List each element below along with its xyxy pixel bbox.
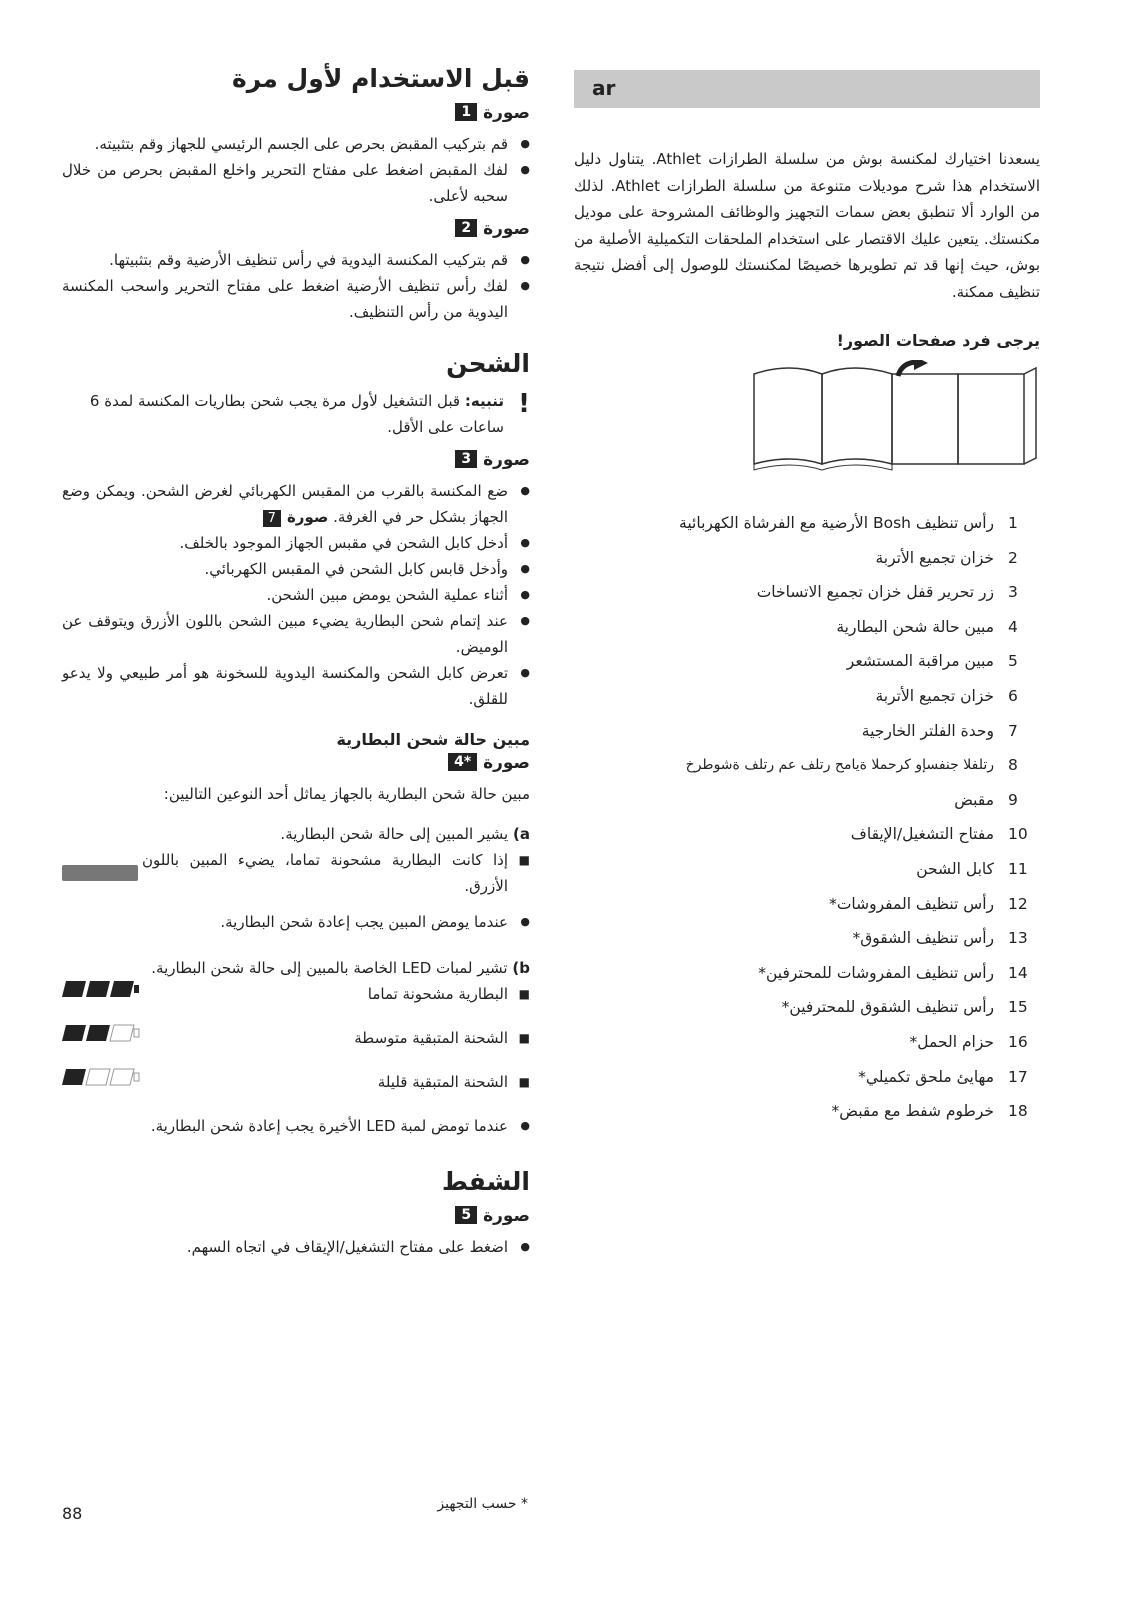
warning-label: تنبيه: (464, 392, 504, 410)
figure-word: صورة (483, 219, 530, 239)
language-header-bar (574, 70, 1040, 108)
item-text: يشير المبين إلى حالة شحن البطارية. (280, 825, 509, 843)
list-item (574, 817, 1040, 852)
figure-ref-5 (62, 1206, 530, 1226)
part-label: حزام الحمل* (909, 1032, 994, 1051)
battery-type-b (62, 955, 530, 981)
part-number: 18 (1008, 1102, 1028, 1121)
part-number: 12 (1008, 894, 1028, 913)
figure-number: 5 (455, 1206, 477, 1224)
list-item-text: الشحنة المتبقية قليلة (377, 1073, 508, 1091)
part-number: 4 (1008, 617, 1018, 636)
battery-three-segments-icon (62, 979, 142, 999)
figure-number: 1 (455, 103, 477, 121)
list-item (574, 783, 1040, 818)
part-label: كابل الشحن (916, 859, 994, 878)
intro-paragraph: يسعدنا اختيارك لمكنسة بوش من سلسلة الطرازات Athlet. يتناول دليل الاستخدام هذا شرح موديلات متنوعة من سلسلة الطرازات Athlet. لذلك من الوارد ألا تنطبق بعض سمات التجهيز والوظائف المشروحة على موديل مكنستك. يتعين عليك الاقتصار على استخدام الملحقات التكميلية الأصلية من بوش، حيث إنها قد تم تطويرها خصيصًا لمكنستك للوصول إلى أفضل نتيجة تنظيف ممكنة. (574, 150, 1040, 301)
part-label: مبين حالة شحن البطارية (836, 617, 994, 636)
part-label: رأس تنظيف Bosh الأرضية مع الفرشاة الكهربائية (679, 514, 994, 532)
list-item-text: البطارية مشحونة تماما (367, 985, 508, 1003)
list-item: ● قم بتركيب المقبض بحرص على الجسم الرئيسي للجهاز وقم بتثبيته. (62, 131, 530, 157)
part-label: مقبض (954, 790, 994, 809)
list-item (574, 1094, 1040, 1129)
list-item (574, 1025, 1040, 1060)
part-label: رأس تنظيف المفروشات للمحترفين* (758, 963, 994, 982)
list-item (574, 679, 1040, 714)
list-item (62, 847, 530, 899)
language-code: ar (592, 76, 616, 100)
list-item: ● لفك المقبض اضغط على مفتاح التحرير واخلع المقبض بحرص من خلال سحبه لأعلى. (62, 157, 530, 209)
battery-b-list (62, 981, 530, 1139)
battery-intro: مبين حالة شحن البطارية بالجهاز يماثل أحد النوعين التاليين: (163, 785, 530, 803)
battery-one-segment-icon (62, 1067, 142, 1087)
figure-number: 3 (455, 450, 477, 468)
charging-list (62, 478, 530, 712)
figure-word: صورة (483, 1206, 530, 1226)
part-label: مهايئ ملحق تكميلي* (858, 1067, 994, 1086)
part-label: مبين مراقبة المستشعر (846, 652, 994, 671)
left-column (62, 64, 530, 1260)
footnote: * حسب التجهيز (437, 1496, 528, 1512)
part-label: خرطوم شفط مع مقبض* (831, 1102, 994, 1121)
exclamation-icon: ! (518, 389, 530, 419)
battery-two-segments-icon (62, 1023, 142, 1043)
list-item (574, 748, 1040, 783)
list-item: ● أثناء عملية الشحن يومض مبين الشحن. (62, 582, 530, 608)
part-label: رأس تنظيف الشقوق للمحترفين* (781, 998, 994, 1017)
figure-number: 2 (455, 219, 477, 237)
section-title-suction: الشفط (441, 1167, 530, 1196)
item-label: b) (512, 959, 530, 977)
list-item (574, 921, 1040, 956)
part-number: 14 (1008, 963, 1028, 982)
list-item (574, 956, 1040, 991)
list-item (62, 1025, 530, 1069)
figure-word: صورة (483, 450, 530, 470)
part-number: 3 (1008, 583, 1018, 602)
list-item (574, 852, 1040, 887)
part-label: مفتاح التشغيل/الإيقاف (850, 825, 994, 844)
figure-ref-3 (62, 450, 530, 470)
list-item-text: الشحنة المتبقية متوسطة (354, 1029, 508, 1047)
page-number: 88 (62, 1504, 83, 1523)
part-number: 9 (1008, 790, 1018, 809)
figure-word: صورة (286, 508, 329, 526)
part-number: 7 (1008, 721, 1018, 740)
list-item (574, 541, 1040, 576)
list-item (574, 714, 1040, 749)
list-item: ● لفك رأس تنظيف الأرضية اضغط على مفتاح التحرير واسحب المكنسة اليدوية من رأس التنظيف. (62, 273, 530, 325)
part-label: رأس تنظيف المفروشات* (829, 894, 994, 913)
battery-type-a (62, 821, 530, 847)
list-item: ● أدخل كابل الشحن في مقبس الجهاز الموجود بالخلف. (62, 530, 530, 556)
list-item-text: ضع المكنسة بالقرب من المقبس الكهربائي لغرض الشحن. ويمكن وضع الجهاز بشكل حر في الغرفة. (62, 482, 508, 526)
list-item-text: إذا كانت البطارية مشحونة تماما، يضيء المبين باللون الأزرق. (142, 851, 508, 895)
list-item (62, 478, 530, 530)
part-number: 10 (1008, 825, 1028, 844)
part-number: 6 (1008, 686, 1018, 705)
item-text: تشير لمبات LED الخاصة بالمبين إلى حالة شحن البطارية. (151, 959, 508, 977)
list-item (62, 981, 530, 1025)
warning-text: قبل التشغيل لأول مرة يجب شحن بطاريات المكنسة لمدة 6 ساعات على الأقل. (89, 392, 504, 436)
fig1-list (62, 131, 530, 209)
section-title-first-use: قبل الاستخدام لأول مرة (232, 64, 530, 93)
list-item: ● عند إتمام شحن البطارية يضيء مبين الشحن باللون الأزرق ويتوقف عن الوميض. (62, 608, 530, 660)
list-item (574, 644, 1040, 679)
list-item (62, 1069, 530, 1113)
part-number: 8 (1008, 756, 1018, 775)
list-item (574, 506, 1040, 541)
battery-full-bar-icon (62, 865, 138, 881)
part-number: 11 (1008, 859, 1028, 878)
part-number: 15 (1008, 998, 1028, 1017)
battery-section-title: مبين حالة شحن البطارية (336, 730, 530, 749)
list-item: ● تعرض كابل الشحن والمكنسة اليدوية للسخونة هو أمر طبيعي ولا يدعو للقلق. (62, 660, 530, 712)
part-number: 5 (1008, 652, 1018, 671)
suction-list (62, 1234, 530, 1260)
list-item: ● عندما تومض لمبة LED الأخيرة يجب إعادة شحن البطارية. (62, 1113, 530, 1139)
list-item (574, 1060, 1040, 1095)
list-item (574, 887, 1040, 922)
part-label: خزان تجميع الأتربة (875, 548, 994, 567)
item-label: a) (513, 825, 530, 843)
part-label: وحدة الفلتر الخارجية (861, 721, 994, 740)
part-number: 2 (1008, 548, 1018, 567)
flip-pages-note: يرجى فرد صفحات الصور! (836, 331, 1040, 350)
figure-word: صورة (483, 753, 530, 773)
right-column (574, 70, 1040, 1129)
part-number: 17 (1008, 1067, 1028, 1086)
fig2-list (62, 247, 530, 325)
part-number: 1 (1008, 514, 1018, 532)
figure-ref-4 (62, 753, 530, 773)
part-number: 13 (1008, 929, 1028, 948)
figure-number: 4* (448, 753, 477, 771)
figure-number: 7 (263, 510, 281, 527)
list-item: ● عندما يومض المبين يجب إعادة شحن البطارية. (62, 909, 530, 935)
section-title-charging: الشحن (446, 349, 530, 378)
part-label: رتلفلا جنفسإو كرحملا ةيامح رتلف عم رتلف ةشوطرخ (685, 757, 994, 774)
part-label: زر تحرير قفل خزان تجميع الاتساخات (756, 583, 994, 602)
list-item: ● قم بتركيب المكنسة اليدوية في رأس تنظيف الأرضية وقم بتثبيتها. (62, 247, 530, 273)
list-item: ● وأدخل قابس كابل الشحن في المقبس الكهربائي. (62, 556, 530, 582)
list-item (574, 990, 1040, 1025)
parts-list (574, 506, 1040, 1129)
figure-word: صورة (483, 103, 530, 123)
list-item (574, 575, 1040, 610)
part-label: خزان تجميع الأتربة (875, 686, 994, 705)
folded-pages-illustration (750, 360, 1040, 476)
list-item: ● اضغط على مفتاح التشغيل/الإيقاف في اتجاه السهم. (62, 1234, 530, 1260)
list-item (574, 610, 1040, 645)
part-label: رأس تنظيف الشقوق* (852, 929, 994, 948)
figure-ref-1 (62, 103, 530, 123)
part-number: 16 (1008, 1032, 1028, 1051)
battery-a-list (62, 847, 530, 935)
warning-note (62, 388, 530, 440)
figure-ref-2 (62, 219, 530, 239)
